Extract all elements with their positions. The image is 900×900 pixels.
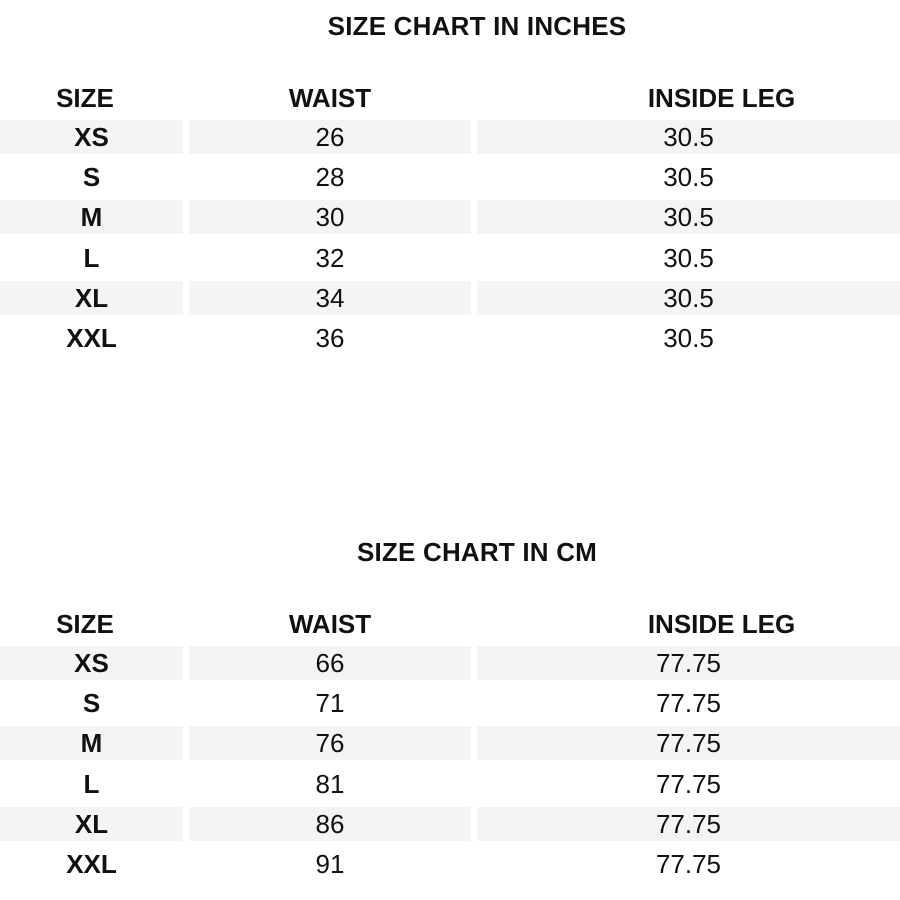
- header-waist: WAIST: [288, 609, 372, 639]
- inside-leg-cell: 30.5: [663, 242, 714, 273]
- waist-cell: 32: [315, 242, 345, 273]
- table-row: [0, 158, 900, 198]
- inside-leg-cell: 77.75: [655, 768, 722, 799]
- waist-cell: 28: [315, 162, 345, 193]
- waist-cell: 91: [315, 848, 345, 879]
- size-cell: S: [82, 162, 101, 193]
- inside-leg-cell: 30.5: [477, 120, 900, 154]
- table-row: [0, 239, 900, 279]
- table-row: [0, 198, 900, 238]
- table-row: [0, 684, 900, 724]
- table-row: [0, 319, 900, 359]
- size-cell: L: [83, 768, 100, 799]
- table-row: [0, 765, 900, 805]
- waist-cell: 34: [189, 281, 471, 315]
- waist-cell: 30: [189, 200, 471, 234]
- inside-leg-cell: 77.75: [477, 726, 900, 760]
- size-cell: M: [0, 726, 183, 760]
- inside-leg-cell: 30.5: [477, 281, 900, 315]
- header-size: SIZE: [56, 83, 114, 113]
- waist-cell: 71: [315, 688, 345, 719]
- waist-cell: 66: [189, 646, 471, 680]
- table-body: [0, 118, 900, 359]
- inside-leg-cell: 30.5: [663, 162, 714, 193]
- inside-leg-cell: 77.75: [477, 807, 900, 841]
- waist-cell: 86: [189, 807, 471, 841]
- waist-cell: 76: [189, 726, 471, 760]
- size-cell: L: [83, 242, 100, 273]
- header-inside-leg: INSIDE LEG: [647, 83, 796, 113]
- waist-cell: 26: [189, 120, 471, 154]
- size-cell: XS: [0, 120, 183, 154]
- table-row: [0, 279, 900, 319]
- table-row: [0, 845, 900, 885]
- size-cell: XXL: [66, 322, 117, 353]
- table-header: [0, 606, 900, 642]
- size-cell: M: [0, 200, 183, 234]
- table-row: [0, 118, 900, 158]
- waist-cell: 81: [315, 768, 345, 799]
- inside-leg-cell: 30.5: [477, 200, 900, 234]
- inside-leg-cell: 30.5: [663, 322, 714, 353]
- header-inside-leg: INSIDE LEG: [647, 609, 796, 639]
- table-header: [0, 80, 900, 116]
- header-size: SIZE: [56, 609, 114, 639]
- chart-title: SIZE CHART IN CM: [356, 537, 598, 567]
- waist-cell: 36: [315, 322, 345, 353]
- table-row: [0, 724, 900, 764]
- size-cell: XXL: [66, 848, 117, 879]
- table-row: [0, 644, 900, 684]
- size-cell: XL: [0, 807, 183, 841]
- size-cell: S: [82, 688, 101, 719]
- inside-leg-cell: 77.75: [655, 688, 722, 719]
- size-cell: XS: [0, 646, 183, 680]
- inside-leg-cell: 77.75: [655, 848, 722, 879]
- chart-title: SIZE CHART IN INCHES: [327, 11, 627, 41]
- size-cell: XL: [0, 281, 183, 315]
- inside-leg-cell: 77.75: [477, 646, 900, 680]
- table-body: [0, 644, 900, 885]
- table-row: [0, 805, 900, 845]
- header-waist: WAIST: [288, 83, 372, 113]
